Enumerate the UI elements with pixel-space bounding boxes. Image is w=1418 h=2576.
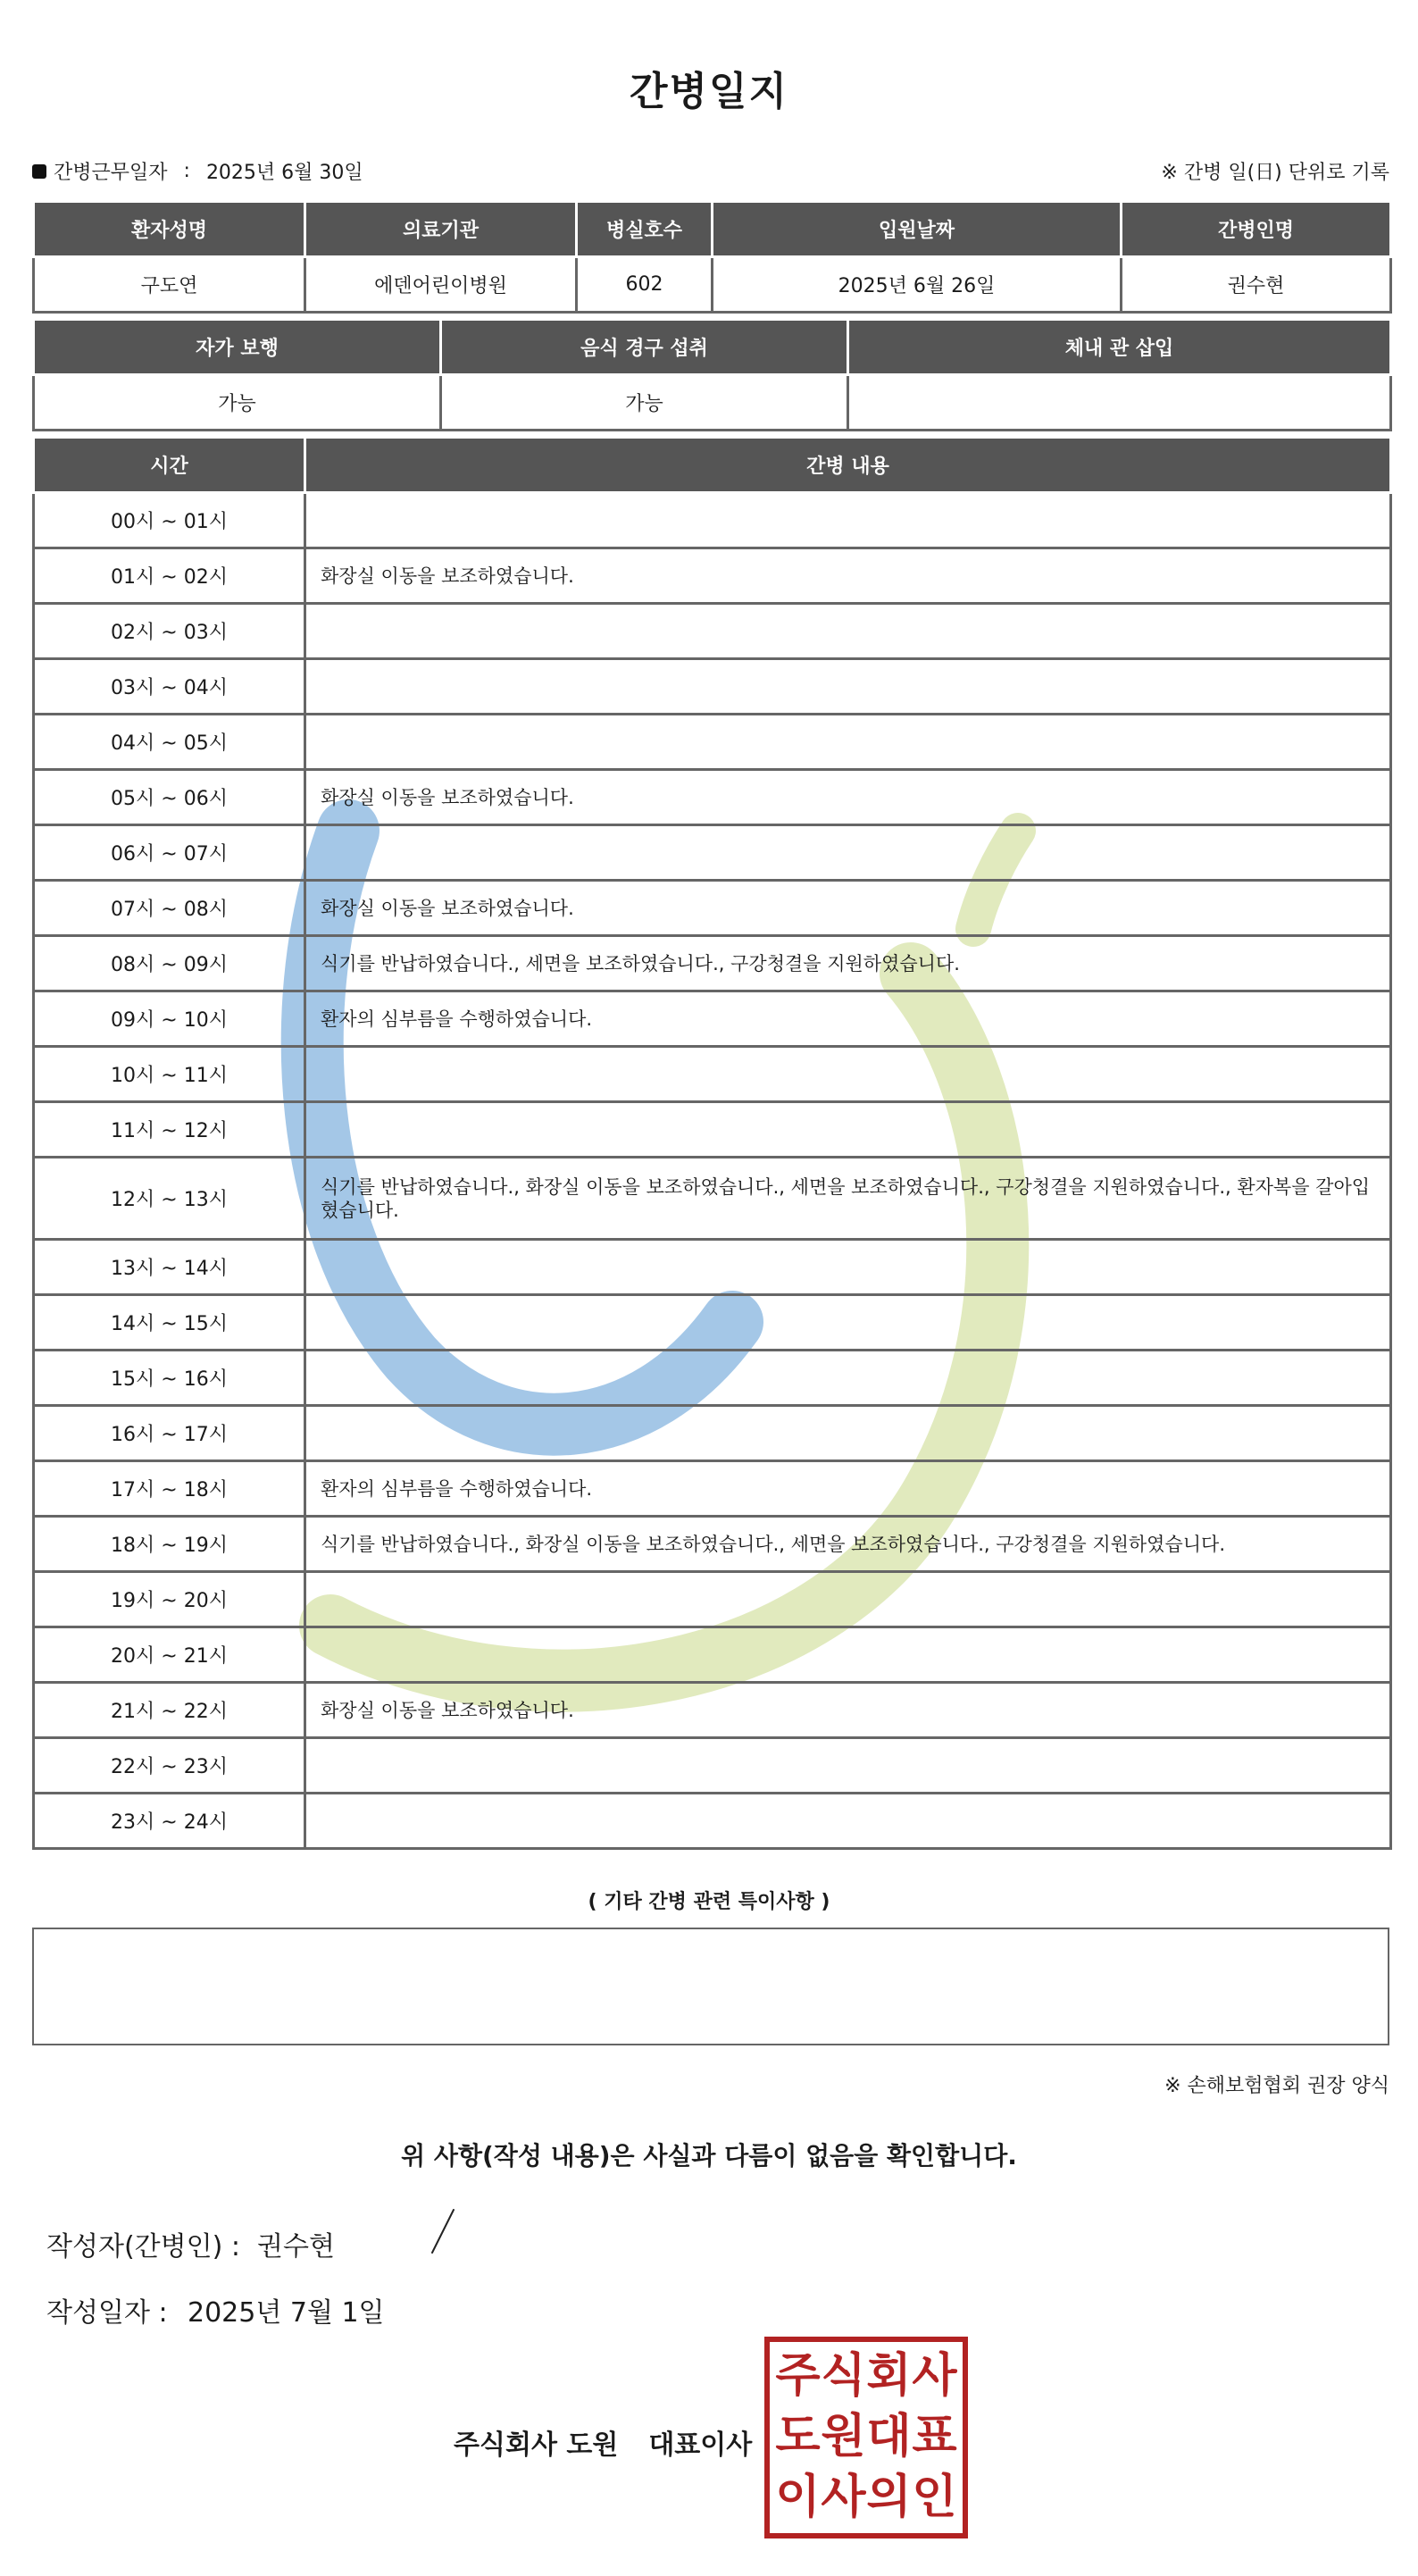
care-row-time: 10시 ~ 11시 bbox=[34, 1047, 305, 1102]
care-row bbox=[34, 715, 1391, 770]
care-row-time: 01시 ~ 02시 bbox=[34, 548, 305, 604]
header-patient-name: 환자성명 bbox=[34, 202, 305, 257]
notes-box bbox=[32, 1928, 1389, 2045]
care-row-content: 식기를 반납하였습니다., 화장실 이동을 보조하였습니다., 세면을 보조하였습니다., 구강청결을 지원하였습니다. bbox=[305, 1517, 1391, 1572]
care-rows bbox=[34, 493, 1391, 1849]
company-name: 주식회사 도원 bbox=[454, 2430, 619, 2461]
care-row bbox=[34, 991, 1391, 1047]
self-walking-value: 가능 bbox=[34, 375, 441, 431]
care-row bbox=[34, 936, 1391, 991]
writer-label: 작성자(간병인) : bbox=[46, 2231, 240, 2262]
writer-value: 권수현 bbox=[257, 2231, 335, 2262]
care-row-time: 12시 ~ 13시 bbox=[34, 1158, 305, 1240]
seal-char: 의 bbox=[866, 2471, 912, 2524]
care-log-table bbox=[32, 436, 1392, 1850]
care-row bbox=[34, 1406, 1391, 1461]
work-date-colon: : bbox=[183, 160, 190, 182]
care-row bbox=[34, 1158, 1391, 1240]
header-hospital: 의료기관 bbox=[305, 202, 577, 257]
seal-char: 회 bbox=[866, 2349, 912, 2403]
care-row-time: 05시 ~ 06시 bbox=[34, 770, 305, 825]
care-row-time: 06시 ~ 07시 bbox=[34, 825, 305, 881]
confirm-statement: 위 사항(작성 내용)은 사실과 다름이 없음을 확인합니다. bbox=[401, 2141, 1017, 2170]
patient-ability-table bbox=[32, 318, 1392, 431]
care-row-content: 식기를 반납하였습니다., 세면을 보조하였습니다., 구강청결을 지원하였습니다. bbox=[305, 936, 1391, 991]
care-row-time: 03시 ~ 04시 bbox=[34, 659, 305, 715]
recommend-note: ※ 손해보험협회 권장 양식 bbox=[1164, 2075, 1389, 2097]
seal-char: 표 bbox=[912, 2410, 957, 2463]
care-row-time: 14시 ~ 15시 bbox=[34, 1295, 305, 1351]
care-row bbox=[34, 1683, 1391, 1738]
care-row-time: 15시 ~ 16시 bbox=[34, 1351, 305, 1406]
care-row-content: 환자의 심부름을 수행하였습니다. bbox=[305, 1461, 1391, 1517]
seal-char: 도 bbox=[775, 2410, 821, 2463]
ability-header-row bbox=[34, 320, 1391, 375]
care-row-content bbox=[305, 1406, 1391, 1461]
seal-char: 사 bbox=[912, 2349, 957, 2403]
page-title: 간병일지 bbox=[629, 69, 788, 114]
care-row-time: 00시 ~ 01시 bbox=[34, 493, 305, 548]
header-care-content: 간병 내용 bbox=[305, 438, 1391, 493]
seal-characters bbox=[775, 2346, 957, 2530]
care-row-content: 화장실 이동을 보조하였습니다. bbox=[305, 881, 1391, 936]
company-title: 대표이사 bbox=[648, 2430, 753, 2461]
patient-value-row bbox=[34, 257, 1391, 313]
care-row-content bbox=[305, 1351, 1391, 1406]
care-row bbox=[34, 659, 1391, 715]
care-row-content bbox=[305, 1794, 1391, 1849]
care-row-time: 02시 ~ 03시 bbox=[34, 604, 305, 659]
care-row-time: 17시 ~ 18시 bbox=[34, 1461, 305, 1517]
care-row-content: 화장실 이동을 보조하였습니다. bbox=[305, 1683, 1391, 1738]
care-row-time: 04시 ~ 05시 bbox=[34, 715, 305, 770]
care-row-content: 화장실 이동을 보조하였습니다. bbox=[305, 770, 1391, 825]
care-row bbox=[34, 770, 1391, 825]
care-row-time: 23시 ~ 24시 bbox=[34, 1794, 305, 1849]
company-seal-stamp bbox=[764, 2337, 968, 2538]
care-row-content: 화장실 이동을 보조하였습니다. bbox=[305, 548, 1391, 604]
hospital-value: 에덴어린이병원 bbox=[305, 257, 577, 313]
care-row-time: 16시 ~ 17시 bbox=[34, 1406, 305, 1461]
seal-char: 원 bbox=[821, 2410, 866, 2463]
square-bullet-icon bbox=[32, 164, 46, 179]
seal-char: 식 bbox=[821, 2349, 866, 2403]
care-row-time: 07시 ~ 08시 bbox=[34, 881, 305, 936]
care-row-content bbox=[305, 715, 1391, 770]
care-row-time: 09시 ~ 10시 bbox=[34, 991, 305, 1047]
seal-char: 대 bbox=[866, 2410, 912, 2463]
header-admission-date: 입원날짜 bbox=[713, 202, 1122, 257]
care-row-time: 13시 ~ 14시 bbox=[34, 1240, 305, 1295]
caregiver-name-value: 권수현 bbox=[1122, 257, 1391, 313]
seal-char: 이 bbox=[775, 2471, 821, 2524]
care-row-content bbox=[305, 1102, 1391, 1158]
care-row-time: 11시 ~ 12시 bbox=[34, 1102, 305, 1158]
care-row-content bbox=[305, 493, 1391, 548]
care-row-time: 22시 ~ 23시 bbox=[34, 1738, 305, 1794]
care-row-content bbox=[305, 604, 1391, 659]
care-row-time: 19시 ~ 20시 bbox=[34, 1572, 305, 1627]
care-row-content bbox=[305, 1627, 1391, 1683]
care-row-time: 21시 ~ 22시 bbox=[34, 1683, 305, 1738]
care-row bbox=[34, 881, 1391, 936]
company-row bbox=[454, 2422, 752, 2462]
unit-note: ※ 간병 일(日) 단위로 기록 bbox=[1161, 162, 1389, 184]
care-row bbox=[34, 1461, 1391, 1517]
tube-insertion-value bbox=[848, 375, 1391, 431]
care-row bbox=[34, 825, 1391, 881]
care-row-time: 20시 ~ 21시 bbox=[34, 1627, 305, 1683]
care-row bbox=[34, 1517, 1391, 1572]
written-date-label: 작성일자 : bbox=[46, 2297, 168, 2329]
care-row-content: 식기를 반납하였습니다., 화장실 이동을 보조하였습니다., 세면을 보조하였습니다., 구강청결을 지원하였습니다., 환자복을 갈아입혔습니다. bbox=[305, 1158, 1391, 1240]
oral-intake-value: 가능 bbox=[441, 375, 848, 431]
work-date-row bbox=[32, 157, 1389, 188]
care-row bbox=[34, 1295, 1391, 1351]
room-number-value: 602 bbox=[577, 257, 713, 313]
care-row bbox=[34, 1047, 1391, 1102]
work-date-value: 2025년 6월 30일 bbox=[205, 162, 363, 184]
patient-info-table bbox=[32, 200, 1392, 314]
care-header-row bbox=[34, 438, 1391, 493]
care-row bbox=[34, 1794, 1391, 1849]
care-row bbox=[34, 1102, 1391, 1158]
writer-row bbox=[46, 2224, 335, 2263]
work-date-label: 간병근무일자 bbox=[54, 162, 168, 184]
header-oral-intake: 음식 경구 섭취 bbox=[441, 320, 848, 375]
care-row-content bbox=[305, 1240, 1391, 1295]
ability-value-row bbox=[34, 375, 1391, 431]
care-row bbox=[34, 548, 1391, 604]
header-tube-insertion: 체내 관 삽입 bbox=[848, 320, 1391, 375]
header-room-number: 병실호수 bbox=[577, 202, 713, 257]
notes-title: ( 기타 간병 관련 특이사항 ) bbox=[588, 1891, 830, 1913]
seal-char: 인 bbox=[912, 2471, 957, 2524]
care-row bbox=[34, 1572, 1391, 1627]
signature-mark bbox=[427, 2206, 459, 2256]
care-row-content bbox=[305, 1572, 1391, 1627]
care-row bbox=[34, 1627, 1391, 1683]
seal-char: 사 bbox=[821, 2471, 866, 2524]
written-date-row bbox=[46, 2290, 385, 2329]
care-row bbox=[34, 1351, 1391, 1406]
patient-name-value: 구도연 bbox=[34, 257, 305, 313]
admission-date-value: 2025년 6월 26일 bbox=[713, 257, 1122, 313]
care-row-time: 08시 ~ 09시 bbox=[34, 936, 305, 991]
care-row bbox=[34, 604, 1391, 659]
patient-header-row bbox=[34, 202, 1391, 257]
care-row-time: 18시 ~ 19시 bbox=[34, 1517, 305, 1572]
care-row bbox=[34, 1738, 1391, 1794]
care-row-content: 환자의 심부름을 수행하였습니다. bbox=[305, 991, 1391, 1047]
care-row bbox=[34, 1240, 1391, 1295]
header-time: 시간 bbox=[34, 438, 305, 493]
care-row-content bbox=[305, 1295, 1391, 1351]
care-row bbox=[34, 493, 1391, 548]
written-date-value: 2025년 7월 1일 bbox=[188, 2297, 385, 2329]
seal-char: 주 bbox=[775, 2349, 821, 2403]
header-self-walking: 자가 보행 bbox=[34, 320, 441, 375]
care-row-content bbox=[305, 1047, 1391, 1102]
header-caregiver-name: 간병인명 bbox=[1122, 202, 1391, 257]
care-row-content bbox=[305, 1738, 1391, 1794]
care-row-content bbox=[305, 825, 1391, 881]
care-row-content bbox=[305, 659, 1391, 715]
